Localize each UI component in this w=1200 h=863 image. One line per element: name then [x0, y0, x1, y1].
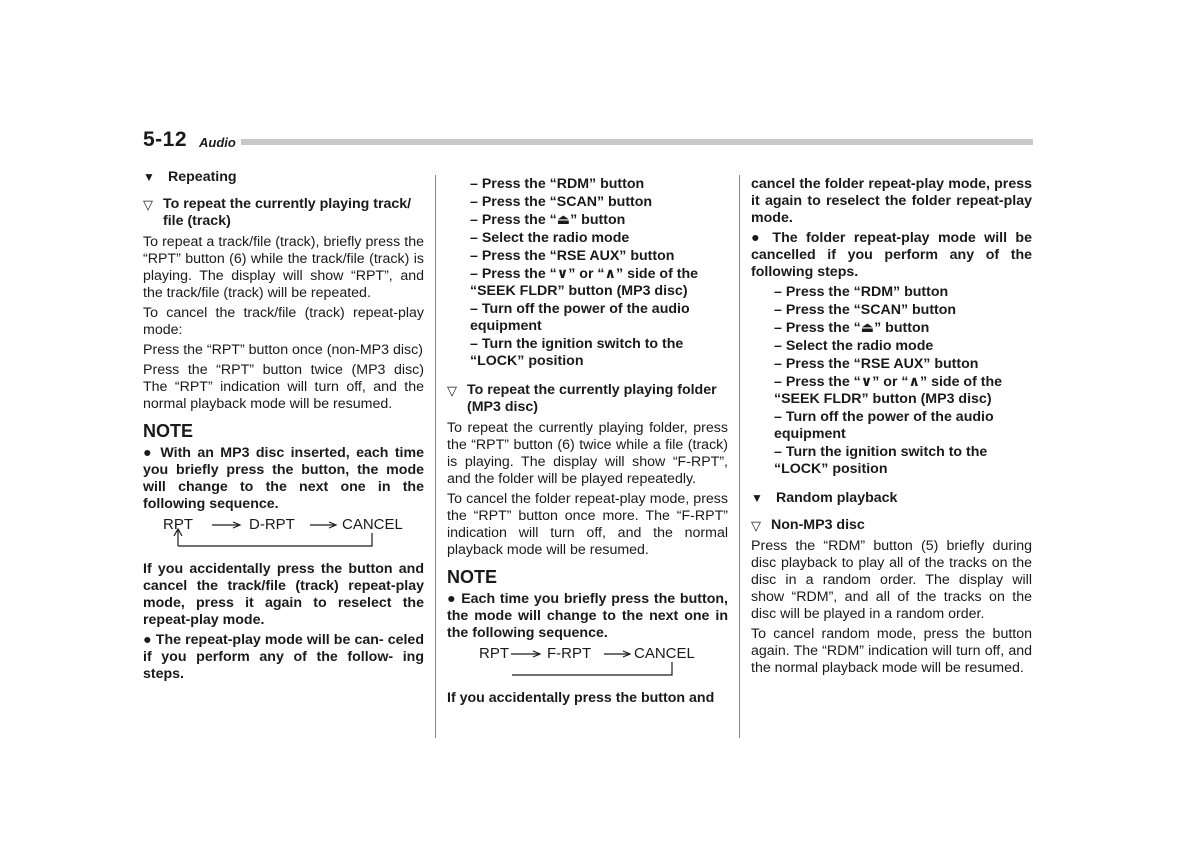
note-paragraph: ● With an MP3 disc inserted, each time you briefly press the button, the mode will change to the next one in the following sequence. [143, 445, 424, 512]
list-item: – Select the radio mode [774, 338, 934, 354]
paragraph: To repeat the currently playing folder, press the “RPT” button (6) twice while a file (track) is playing. The display will show “F-RPT”, and the folder will be played repeatedly. [447, 420, 728, 487]
note-paragraph: ● The repeat-play mode will be can- celed if you perform any of the follow- ing steps. [143, 632, 424, 682]
note-paragraph: If you accidentally press the button and cancel the track/file (track) repeat-play mode, press it again to reselect the repeat-play mode. [143, 561, 424, 628]
cancel-steps-list [751, 284, 1032, 478]
list-item: – Turn off the power of the audio equipment [470, 301, 690, 334]
outline-triangle-icon: ▽ [447, 383, 457, 398]
sequence-step: CANCEL [342, 516, 403, 533]
column-2 [447, 176, 728, 710]
sequence-step: RPT [479, 645, 509, 662]
note-title: NOTE [447, 567, 498, 587]
column-1 [143, 168, 424, 686]
page-header [143, 128, 1033, 152]
sequence-step: D-RPT [249, 516, 295, 533]
list-item: – Press the “⏏” button [470, 212, 626, 228]
note-paragraph: cancel the folder repeat-play mode, press it again to reselect the folder repeat-play mode. [751, 176, 1032, 226]
heading-repeating: ▼ Repeating [143, 169, 237, 185]
list-item: – Turn off the power of the audio equipment [774, 409, 994, 442]
paragraph: Press the “RPT” button once (non-MP3 disc) [143, 342, 423, 358]
list-item: – Press the “SCAN” button [774, 302, 957, 318]
subheading-track-repeat: ▽ To repeat the currently playing track/ file (track) [143, 196, 412, 229]
note-paragraph: ● Each time you briefly press the button, the mode will change to the next one in the following sequence. [447, 591, 728, 641]
outline-triangle-icon: ▽ [751, 518, 761, 533]
note-paragraph: If you accidentally press the button and [447, 690, 715, 706]
list-item: – Press the “∨” or “∧” side of the “SEEK FLDR” button (MP3 disc) [774, 374, 1003, 407]
column-3 [751, 176, 1032, 680]
outline-triangle-icon: ▽ [143, 197, 153, 212]
sequence-diagram [143, 516, 424, 556]
sequence-step: F-RPT [547, 645, 592, 662]
paragraph: To cancel the folder repeat-play mode, press the “RPT” button once more. The “F-RPT” indication will turn off, and the normal playback mode will be resumed. [447, 491, 728, 558]
header-rule [241, 139, 1033, 145]
list-item: – Press the “∨” or “∧” side of the “SEEK FLDR” button (MP3 disc) [470, 266, 699, 299]
paragraph: Press the “RPT” button twice (MP3 disc) The “RPT” indication will turn off, and the normal playback mode will be resumed. [143, 362, 424, 412]
note-paragraph: ● The folder repeat-play mode will be cancelled if you perform any of the following steps. [751, 230, 1032, 280]
sequence-step: CANCEL [634, 645, 695, 662]
sequence-diagram [447, 645, 728, 685]
list-item: – Press the “⏏” button [774, 320, 930, 336]
column-divider [435, 175, 436, 738]
list-item: – Press the “RDM” button [470, 176, 645, 192]
subheading-folder-repeat: ▽ To repeat the currently playing folder (MP3 disc) [447, 382, 717, 415]
note-title: NOTE [143, 421, 194, 441]
paragraph: To repeat a track/file (track), briefly press the “RPT” button (6) while the track/file (track) is playing. The display will show “RPT”, and the track/file (track) will be repeated. [143, 234, 424, 301]
column-divider [739, 175, 740, 738]
subheading-non-mp3: ▽ Non-MP3 disc [751, 517, 865, 533]
list-item: – Press the “RDM” button [774, 284, 949, 300]
cancel-steps-list [447, 176, 728, 370]
page-number: 5-12 [143, 128, 188, 151]
paragraph: To cancel random mode, press the button again. The “RDM” indication will turn off, and the normal playback mode will be resumed. [751, 626, 1032, 676]
list-item: – Turn the ignition switch to the “LOCK” position [774, 444, 988, 477]
list-item: – Press the “RSE AUX” button [774, 356, 979, 372]
heading-random-playback: ▼ Random playback [751, 490, 898, 506]
list-item: – Turn the ignition switch to the “LOCK” position [470, 336, 684, 369]
sequence-step: RPT [163, 516, 193, 533]
paragraph: Press the “RDM” button (5) briefly during disc playback to play all of the tracks on the disc in a random order. The display will show “RDM”, and all of the tracks on the disc will be played in a random order. [751, 538, 1032, 622]
triangle-bullet-icon: ▼ [143, 170, 155, 184]
list-item: – Press the “RSE AUX” button [470, 248, 675, 264]
section-title: Audio [199, 135, 236, 150]
triangle-bullet-icon: ▼ [751, 491, 763, 505]
list-item: – Select the radio mode [470, 230, 630, 246]
list-item: – Press the “SCAN” button [470, 194, 653, 210]
paragraph: To cancel the track/file (track) repeat-play mode: [143, 305, 424, 338]
